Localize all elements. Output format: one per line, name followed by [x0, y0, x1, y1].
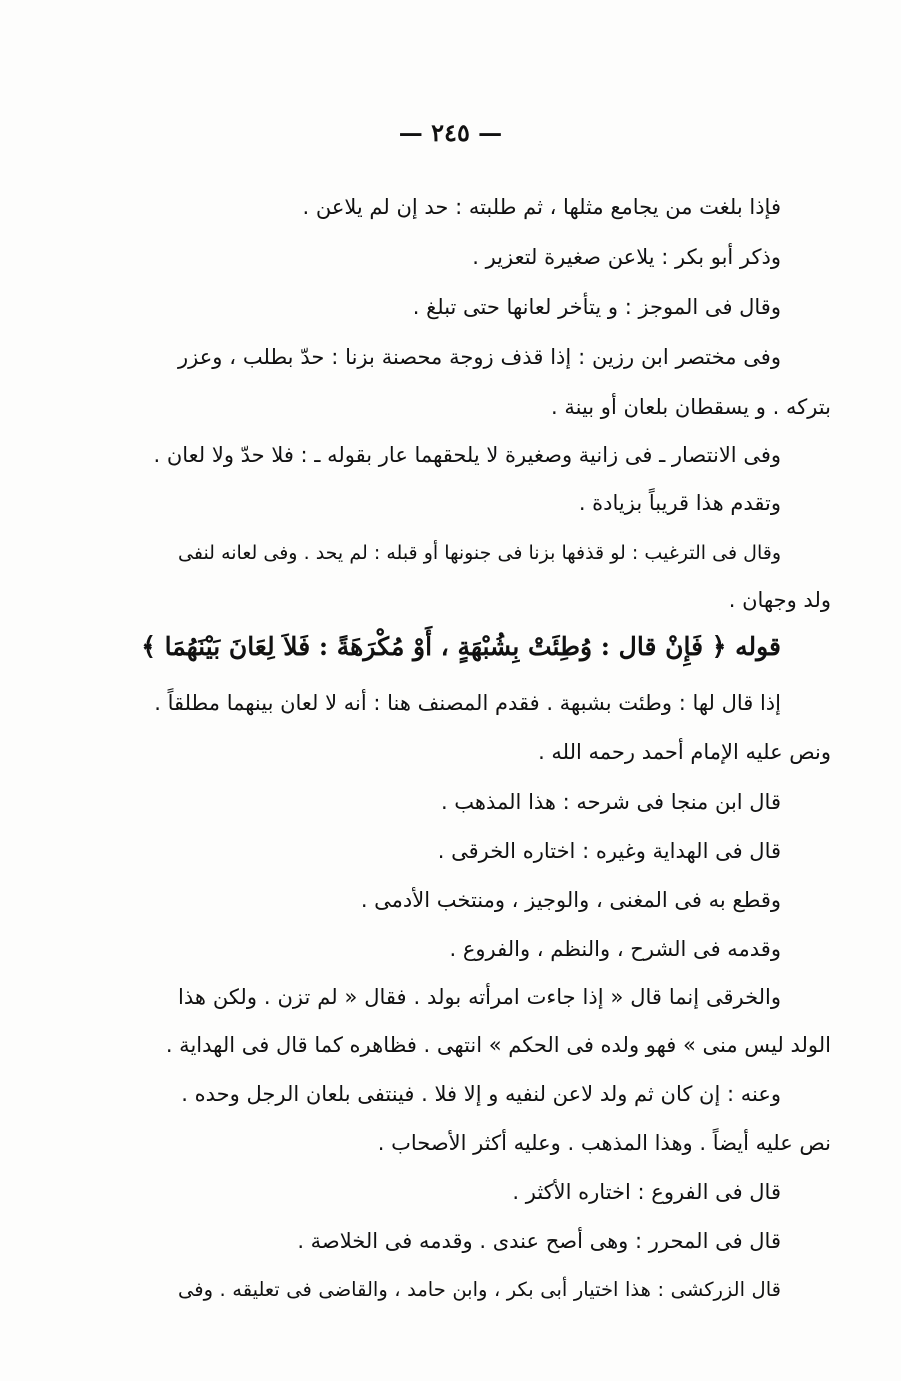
- quoted-heading: قوله ﴿ فَإِنْ قال : وُطِئَتْ بِشُبْهَةٍ ، أَوْ مُكْرَهَةً : فَلاَ لِعَانَ بَيْنَهُمَا ﴾: [141, 632, 781, 661]
- text-line: فإذا بلغت من يجامع مثلها ، ثم طلبته : حد إن لم يلاعن .: [302, 195, 781, 219]
- text-line: قال الزركشى : هذا اختيار أبى بكر ، وابن حامد ، والقاضى فى تعليقه . وفى: [178, 1278, 781, 1301]
- text-line: ونص عليه الإمام أحمد رحمه الله .: [538, 740, 831, 764]
- page-number: — ٢٤٥ —: [398, 118, 503, 147]
- text-line: قال فى المحرر : وهى أصح عندى . وقدمه فى الخلاصة .: [297, 1229, 781, 1253]
- text-line: بتركه . و يسقطان بلعان أو بينة .: [551, 395, 831, 419]
- text-line: ولد وجهان .: [728, 588, 831, 612]
- text-line: قال فى الفروع : اختاره الأكثر .: [512, 1180, 781, 1204]
- text-line: والخرقى إنما قال « إذا جاءت امرأته بولد . فقال « لم تزن . ولكن هذا: [178, 985, 781, 1009]
- text-line: إذا قال لها : وطئت بشبهة . فقدم المصنف هنا : أنه لا لعان بينهما مطلقاً .: [154, 691, 781, 715]
- text-line: نص عليه أيضاً . وهذا المذهب . وعليه أكثر الأصحاب .: [377, 1131, 831, 1155]
- text-line: وذكر أبو بكر : يلاعن صغيرة لتعزير .: [472, 245, 781, 269]
- text-line: وقدمه فى الشرح ، والنظم ، والفروع .: [449, 937, 781, 961]
- text-line: وفى الانتصار ـ فى زانية وصغيرة لا يلحقهما عار بقوله ـ : فلا حدّ ولا لعان .: [153, 443, 781, 467]
- text-line: الولد ليس منى » فهو ولده فى الحكم » انتهى . فظاهره كما قال فى الهداية .: [165, 1033, 831, 1057]
- text-line: وفى مختصر ابن رزين : إذا قذف زوجة محصنة بزنا : حدّ بطلب ، وعزر: [178, 345, 781, 369]
- text-line: قال فى الهداية وغيره : اختاره الخرقى .: [437, 839, 781, 863]
- text-line: وقال فى الترغيب : لو قذفها بزنا فى جنونها أو قبله : لم يحد . وفى لعانه لنفى: [178, 542, 781, 564]
- text-line: قال ابن منجا فى شرحه : هذا المذهب .: [440, 790, 781, 814]
- text-line: وتقدم هذا قريباً بزيادة .: [578, 491, 781, 515]
- text-line: وقطع به فى المغنى ، والوجيز ، ومنتخب الأدمى .: [360, 888, 781, 912]
- text-line: وقال فى الموجز : و يتأخر لعانها حتى تبلغ .: [412, 295, 781, 319]
- text-line: وعنه : إن كان ثم ولد لاعن لنفيه و إلا فلا . فينتفى بلعان الرجل وحده .: [181, 1082, 781, 1106]
